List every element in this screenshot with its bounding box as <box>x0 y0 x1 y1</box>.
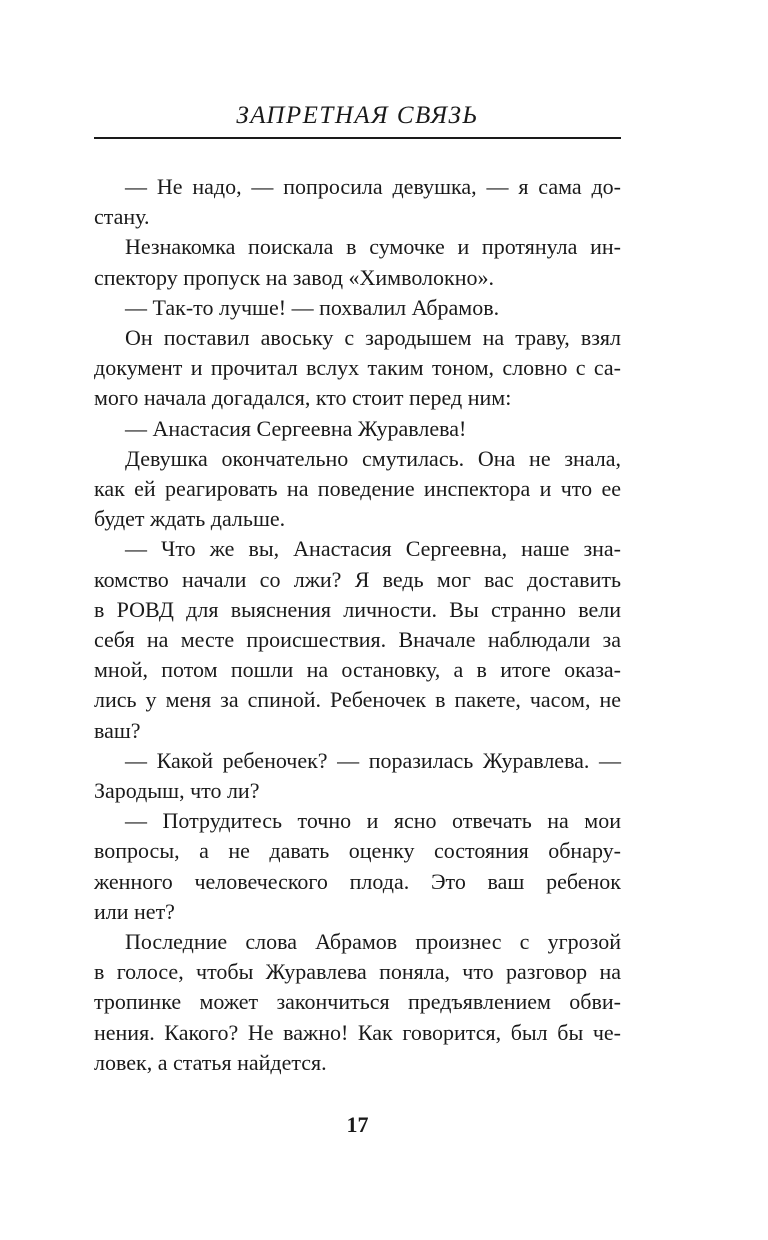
paragraph <box>94 323 621 414</box>
text-line: — Что же вы, Анастасия Сергеевна, наше зна- <box>125 536 621 562</box>
text-line: тропинке может закончиться предъявлением обви- <box>94 989 621 1015</box>
text-line: Последние слова Абрамов произнес с угрозой <box>125 929 621 955</box>
paragraph <box>94 172 621 232</box>
text-line: — Потрудитесь точно и ясно отвечать на мои <box>125 808 621 834</box>
running-head-title: ЗАПРЕТНАЯ СВЯЗЬ <box>236 102 479 129</box>
text-line: — Так-то лучше! — похвалил Абрамов. <box>125 294 500 320</box>
paragraph <box>94 232 621 292</box>
text-line: мной, потом пошли на остановку, а в итоге оказа- <box>94 657 621 683</box>
text-line: в РОВД для выяснения личности. Вы странно вели <box>94 596 621 622</box>
page-number: 17 <box>346 1112 369 1137</box>
text-line: ловек, а статья найдется. <box>94 1049 327 1075</box>
paragraph <box>94 444 621 535</box>
text-line: Незнакомка поискала в сумочке и протянула ин- <box>125 234 621 260</box>
text-line: Он поставил авоську с зародышем на траву, взял <box>125 325 621 351</box>
text-line: нения. Какого? Не важно! Как говорится, был бы че- <box>94 1019 621 1045</box>
text-line: стану. <box>94 204 150 230</box>
paragraph <box>94 806 621 927</box>
paragraph <box>94 746 621 806</box>
text-line: себя на месте происшествия. Вначале наблюдали за <box>94 627 621 653</box>
text-line: комство начали со лжи? Я ведь мог вас доставить <box>94 566 621 592</box>
paragraph <box>94 927 621 1078</box>
text-line: ваш? <box>94 717 141 743</box>
text-line: как ей реагировать на поведение инспектора и что ее <box>94 476 621 502</box>
paragraph <box>94 293 621 323</box>
body-text <box>94 172 621 1078</box>
text-line: или нет? <box>94 898 175 924</box>
text-line: мого начала догадался, кто стоит перед ним: <box>94 385 512 411</box>
text-line: — Анастасия Сергеевна Журавлева! <box>125 415 467 441</box>
text-line: в голосе, чтобы Журавлева поняла, что разговор на <box>94 959 621 985</box>
text-line: — Какой ребеночек? — поразилась Журавлева. — <box>125 747 621 773</box>
text-line: лись у меня за спиной. Ребеночек в пакете, часом, не <box>94 687 621 713</box>
text-line: будет ждать дальше. <box>94 506 286 532</box>
text-line: Зародыш, что ли? <box>94 778 260 804</box>
text-line: Девушка окончательно смутилась. Она не знала, <box>125 445 621 471</box>
paragraph <box>94 534 621 745</box>
paragraph <box>94 414 621 444</box>
text-line: спектору пропуск на завод «Химволокно». <box>94 264 494 290</box>
text-line: — Не надо, — попросила девушка, — я сама до- <box>125 174 621 199</box>
text-line: документ и прочитал вслух таким тоном, словно с са- <box>94 355 621 381</box>
header-rule <box>94 137 621 139</box>
text-line: женного человеческого плода. Это ваш ребенок <box>94 868 621 894</box>
text-line: вопросы, а не давать оценку состояния обнару- <box>94 838 621 864</box>
